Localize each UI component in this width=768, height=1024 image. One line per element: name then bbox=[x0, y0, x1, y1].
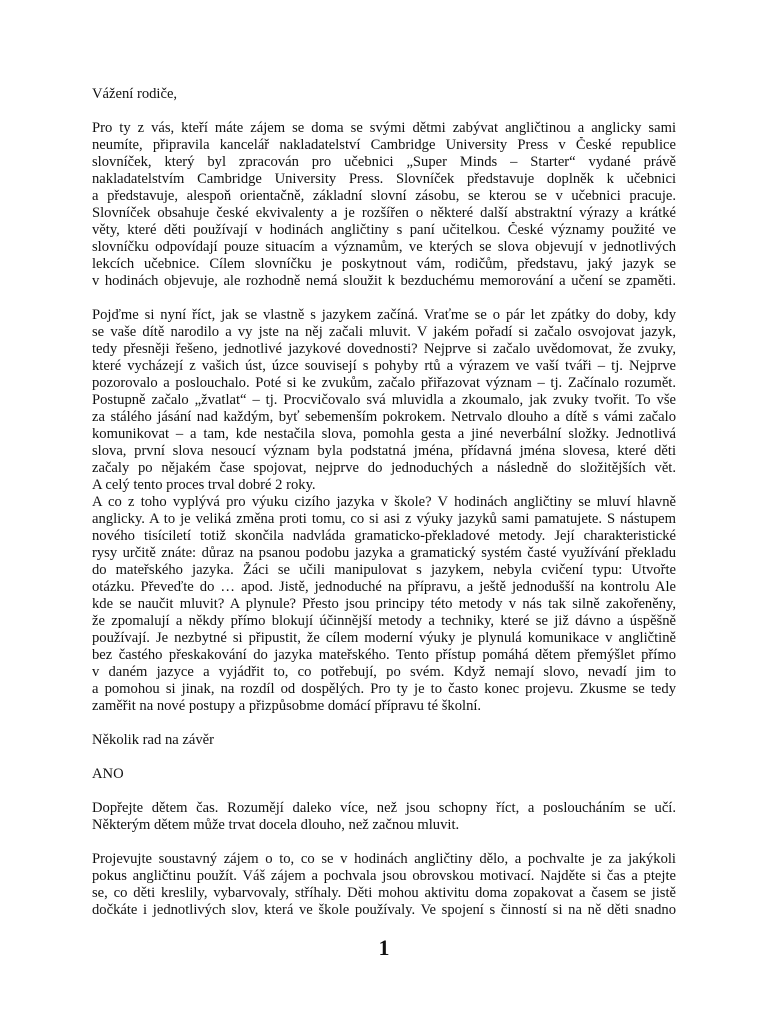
paragraph-2-line: začaly po nějakém čase spojovat, nejprve do jednoduchých a následně do složitějších vět. bbox=[92, 460, 676, 476]
paragraph-1-line: věty, které děti používají v hodinách angličtiny s paní učitelkou. České významy použité ve bbox=[92, 222, 676, 238]
paragraph-1-line: nakladatelstvím Cambridge University Press. Slovníček představuje doplněk k učebnici bbox=[92, 171, 676, 187]
greeting: Vážení rodiče, bbox=[92, 86, 178, 102]
paragraph-5-line: pokus angličtinu použít. Váš zájem a pochvala jsou obrovskou motivací. Najděte si čas a ptejte bbox=[92, 868, 676, 884]
paragraph-3-line: anglicky. A to je veliká změna proti tomu, co si asi z výuky jazyků sami pamatujete. S nástupem bbox=[92, 511, 676, 527]
paragraph-1-line: lekcích učebnice. Cílem slovníčku je poskytnout vám, rodičům, představu, jaký jazyk se bbox=[92, 256, 676, 272]
paragraph-2-line: pozorovalo a poslouchalo. Poté si ke zvukům, začalo přiřazovat význam – tj. Začínalo rozumět. bbox=[92, 375, 676, 391]
paragraph-3-line: v daném jazyce a vyjádřit to, co potřebují, po svém. Když nemají slovo, nevadí jim to bbox=[92, 664, 676, 680]
paragraph-2-line: které vycházejí z vašich úst, úzce souvisejí s pohyby rtů a výrazem ve vaší tváři – tj. Nejprve bbox=[92, 358, 676, 374]
paragraph-4-line: Dopřejte dětem čas. Rozumějí daleko více, než jsou schopny říct, a posloucháním se učí. bbox=[92, 800, 676, 816]
paragraph-1-line: Pro ty z vás, kteří máte zájem se doma se svými dětmi zabývat angličtinou a anglicky sami bbox=[92, 120, 676, 136]
paragraph-2-line: slova, první slova nesoucí význam byla podstatná jména, přídavná jména slovesa, které děti bbox=[92, 443, 676, 459]
paragraph-1-line: slovníček, který byl zpracován pro učebnici „Super Minds – Starter“ vydané právě bbox=[92, 154, 676, 170]
paragraph-3-line: rysy určitě znáte: důraz na psanou podobu jazyka a gramatický systém časté využívání překladu bbox=[92, 545, 676, 561]
paragraph-2-line: komunikovat – a tam, kde nestačila slova, pomohla gesta a jiné neverbální složky. Jednotlivá bbox=[92, 426, 676, 442]
page-number: 1 bbox=[378, 935, 390, 960]
paragraph-3-line: A co z toho vyplývá pro výuku cizího jazyka v škole? V hodinách angličtiny se mluví hlavně bbox=[92, 494, 676, 510]
paragraph-1-line: v hodinách objevuje, ale rozhodně nemá sloužit k bezduchému memorování a učení se zpaměti. bbox=[92, 273, 676, 289]
ano-heading: ANO bbox=[92, 766, 124, 782]
paragraph-3-line: otázku. Převeďte do … apod. Jistě, jednoduché na přípravu, a ještě jednodušší na kontrolu Ale bbox=[92, 579, 676, 595]
paragraph-2-line: za stálého jásání nad každým, byť sebemenším pokrokem. Netrvalo dlouho a dítě s vámi začalo bbox=[92, 409, 676, 425]
paragraph-3-line: bez častého přeskakování do jazyka mateřského. Tento přístup pomáhá dětem přemýšlet přímo bbox=[92, 647, 676, 663]
paragraph-3-line: nového tisíciletí totiž skončila nadvláda gramaticko-překladové metody. Její charakteristické bbox=[92, 528, 676, 544]
paragraph-3-line: do mateřského jazyka. Žáci se učili manipulovat s jazykem, nebyla cvičení typu: Utvořte bbox=[92, 562, 676, 578]
paragraph-3-line: kde se naučit mluvit? A plynule? Přesto jsou principy této metody v nás tak silně zakořeněny, bbox=[92, 596, 676, 612]
paragraph-2-line: A celý tento proces trval dobré 2 roky. bbox=[92, 477, 316, 493]
paragraph-2-line: Postupně začalo „žvatlat“ – tj. Procvičovalo svá mluvidla a zkoumalo, jak zvuky tvořit. To vše bbox=[92, 392, 676, 408]
paragraph-1-line: Slovníček obsahuje české ekvivalenty a je rozšířen o některé další abstraktní výrazy a krátké bbox=[92, 205, 676, 221]
paragraph-1-line: slovníčku odpovídají pouze situacím a významům, ve kterých se slova objevují v jednotlivých bbox=[92, 239, 676, 255]
paragraph-2-line: se vaše dítě narodilo a vy jste na něj začali mluvit. V jakém pořadí si začalo osvojovat jazyk, bbox=[92, 324, 676, 340]
paragraph-5-line: se, co děti kreslily, vybarvovaly, stříhaly. Děti mohou aktivitu doma zopakovat a časem se jistě bbox=[92, 885, 676, 901]
paragraph-3-line: že zpomalují a někdy přímo blokují účinnější metody a techniky, které se již dávno a úspěšně bbox=[92, 613, 676, 629]
paragraph-2-line: tedy přesněji řešeno, jednotlivé jazykové dovednosti? Nejprve si začalo uvědomovat, že zvuky, bbox=[92, 341, 676, 357]
paragraph-5-line: Projevujte soustavný zájem o to, co se v hodinách angličtiny dělo, a pochvalte je za jakýkoli bbox=[92, 851, 676, 867]
paragraph-2-line: Pojďme si nyní říct, jak se vlastně s jazykem začíná. Vraťme se o pár let zpátky do doby, kdy bbox=[92, 307, 676, 323]
paragraph-3-line: používají. Je nezbytné si připustit, že cílem moderní výuky je plynulá komunikace v angličtině bbox=[92, 630, 676, 646]
paragraph-1-line: a představuje, alespoň orientačně, základní slovní zásobu, se kterou se v učebnici pracuje. bbox=[92, 188, 676, 204]
paragraph-4-line: Některým dětem může trvat docela dlouho, než začnou mluvit. bbox=[92, 817, 460, 833]
paragraph-3-line: zaměřit na nové postupy a přizpůsobme domácí přípravu té školní. bbox=[92, 698, 482, 714]
paragraph-3-line: a pomohou si jinak, na rozdíl od dospělých. Pro ty je to často konec projevu. Zkusme se tedy bbox=[92, 681, 676, 697]
paragraph-1-line: neumíte, připravila kancelář nakladatelství Cambridge University Press v České republice bbox=[92, 137, 676, 153]
paragraph-5-line: dočkáte i jednotlivých slov, která ve škole používaly. Ve spojení s činností si na ně děti snadno bbox=[92, 902, 676, 918]
advice-heading: Několik rad na závěr bbox=[92, 732, 214, 748]
